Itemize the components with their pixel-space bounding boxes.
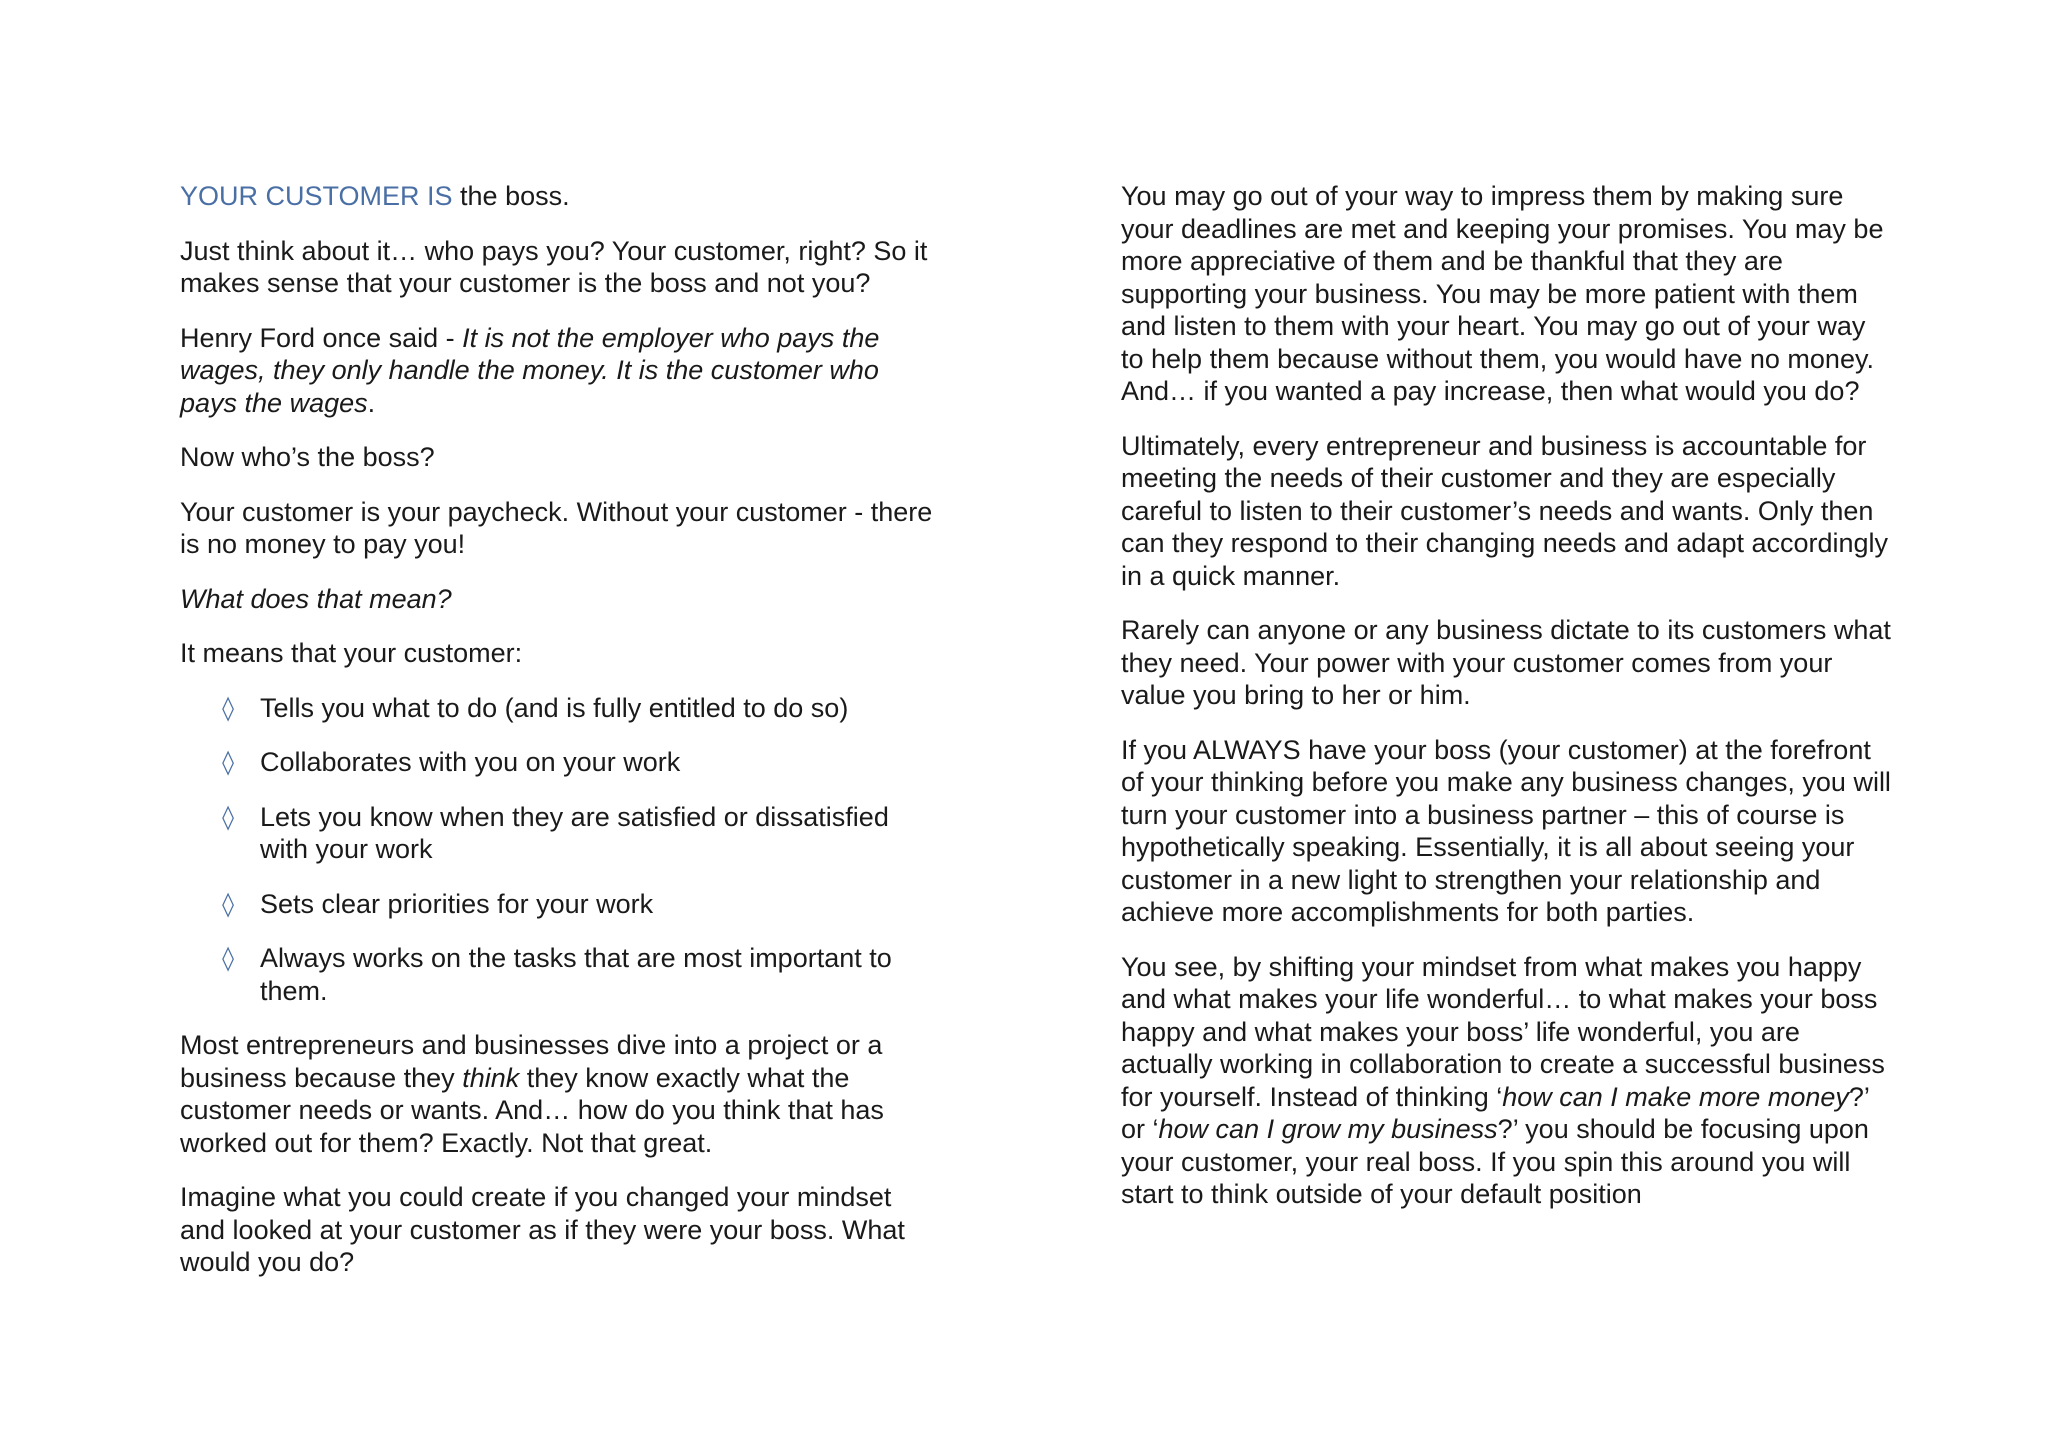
list-item-text: Always works on the tasks that are most important to them. (260, 943, 892, 1006)
quote-text: It is not the employer who pays the wages, they only handle the money. It is the customer who pays the wages (180, 322, 880, 418)
emphasis: think (462, 1062, 520, 1093)
emphasis: how can I grow my business (1158, 1114, 1498, 1144)
list-item-text: Sets clear priorities for your work (260, 888, 654, 919)
quote-lead: Henry Ford once said - (180, 322, 463, 353)
list-item (180, 746, 940, 779)
diamond-bullet-icon: ◊ (222, 748, 234, 776)
list-item-text: Tells you what to do (and is fully entitled to do so) (260, 692, 849, 723)
italic-question-text: What does that mean? (180, 583, 452, 614)
italic-question (180, 583, 940, 616)
diamond-bullet-icon: ◊ (222, 693, 234, 722)
text-run: Most entrepreneurs and businesses dive into a project or a business because they (180, 1030, 883, 1093)
list-item-text: Lets you know when they are satisfied or dissatisfied with your work (260, 801, 889, 864)
paragraph: Ultimately, every entrepreneur and business is accountable for meeting the needs of their customer and they are especially careful to listen to their customer’s needs and wants. Only then can they respond to their changing needs and adapt accordingly in a quick manner. (1121, 430, 1889, 591)
paragraph (180, 1029, 940, 1159)
paragraph: Imagine what you could create if you changed your mindset and looked at your customer as if they were your boss. What would you do? (180, 1182, 905, 1277)
list-item-text: Collaborates with you on your work (260, 747, 681, 777)
paragraph: Rarely can anyone or any business dictate to its customers what they need. Your power with your customer comes from your value you bring to her or him. (1121, 615, 1891, 710)
henry-ford-quote-paragraph (180, 322, 940, 420)
list-item (180, 942, 940, 1007)
paragraph: Now who’s the boss? (180, 442, 435, 472)
quote-end: . (367, 387, 376, 418)
list-item (180, 801, 940, 866)
heading-accent: YOUR CUSTOMER IS (180, 181, 453, 211)
paragraph: Your customer is your paycheck. Without your customer - there is no money to pay you! (180, 496, 933, 559)
paragraph (1121, 951, 1891, 1211)
paragraph: Just think about it… who pays you? Your customer, right? So it makes sense that your customer is the boss and not you? (180, 235, 928, 298)
section-heading (180, 180, 940, 213)
left-column (180, 180, 940, 1301)
text-run: they know exactly what the customer needs or wants. And… how do you think that has worked out for them? Exactly. Not that great. (180, 1062, 884, 1158)
heading-rest: the boss. (452, 181, 570, 211)
paragraph: You may go out of your way to impress them by making sure your deadlines are met and keeping your promises. You may be more appreciative of them and be thankful that they are supporting your business. You may be more patient with them and listen to them with your heart. You may go out of your way to help them because without them, you would have no money. And… if you wanted a pay increase, then what would you do? (1121, 181, 1884, 406)
diamond-bullet-icon: ◊ (222, 944, 234, 972)
emphasis: how can I make more money (1502, 1081, 1849, 1112)
paragraph: It means that your customer: (180, 638, 523, 668)
right-column (1121, 180, 1891, 1233)
list-item (180, 692, 940, 725)
diamond-bullet-icon: ◊ (222, 802, 234, 831)
text-run: ?’ or ‘ (1121, 1081, 1869, 1144)
list-item (180, 888, 940, 921)
text-run: ?’ you should be focusing upon your customer, your real boss. If you spin this around you will start to think outside of your default position (1121, 1114, 1869, 1209)
diamond-bullet-icon: ◊ (222, 889, 234, 918)
text-run: You see, by shifting your mindset from what makes you happy and what makes your life wonderful… to what makes your boss happy and what makes your boss’ life wonderful, you are actually working in collaboration to create a successful business for yourself. Instead of thinking ‘ (1121, 951, 1885, 1112)
paragraph: If you ALWAYS have your boss (your customer) at the forefront of your thinking before you make any business changes, you will turn your customer into a business partner – this of course is hypothetically speaking. Essentially, it is all about seeing your customer in a new light to strengthen your relationship and achieve more accomplishments for both parties. (1121, 734, 1891, 927)
bullet-list (180, 692, 940, 1008)
